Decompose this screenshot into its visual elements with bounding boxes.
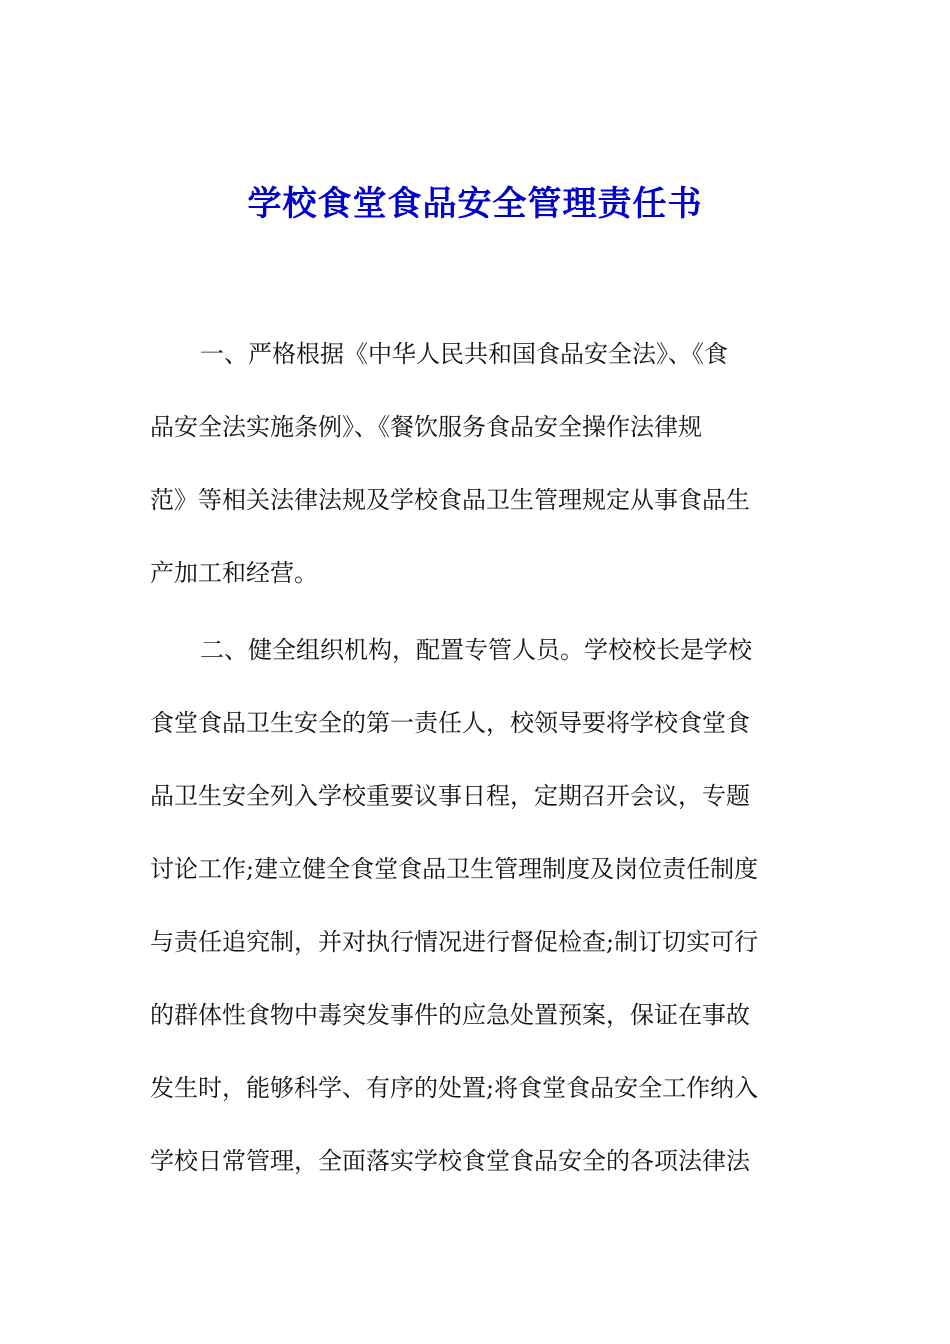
body-line: 产加工和经营。: [150, 559, 318, 587]
body-line: 食堂食品卫生安全的第一责任人，校领导要将学校食堂食: [150, 709, 750, 737]
body-line: 品安全法实施条例》、《餐饮服务食品安全操作法律规: [150, 413, 702, 441]
body-line: 发生时，能够科学、有序的处置;将食堂食品安全工作纳入: [150, 1074, 759, 1102]
body-line: 的群体性食物中毒突发事件的应急处置预案，保证在事故: [150, 1001, 750, 1029]
body-line: 学校日常管理，全面落实学校食堂食品安全的各项法律法: [150, 1147, 750, 1175]
document-title: 学校食堂食品安全管理责任书: [247, 184, 703, 224]
body-line: 一、严格根据《中华人民共和国食品安全法》、《食: [200, 340, 728, 368]
body-line: 与责任追究制，并对执行情况进行督促检查;制订切实可行: [150, 928, 759, 956]
body-line: 二、健全组织机构，配置专管人员。学校校长是学校: [200, 636, 752, 664]
body-line: 品卫生安全列入学校重要议事日程，定期召开会议，专题: [150, 782, 750, 810]
body-line: 范》等相关法律法规及学校食品卫生管理规定从事食品生: [150, 486, 750, 514]
body-line: 讨论工作;建立健全食堂食品卫生管理制度及岗位责任制度: [150, 855, 759, 883]
